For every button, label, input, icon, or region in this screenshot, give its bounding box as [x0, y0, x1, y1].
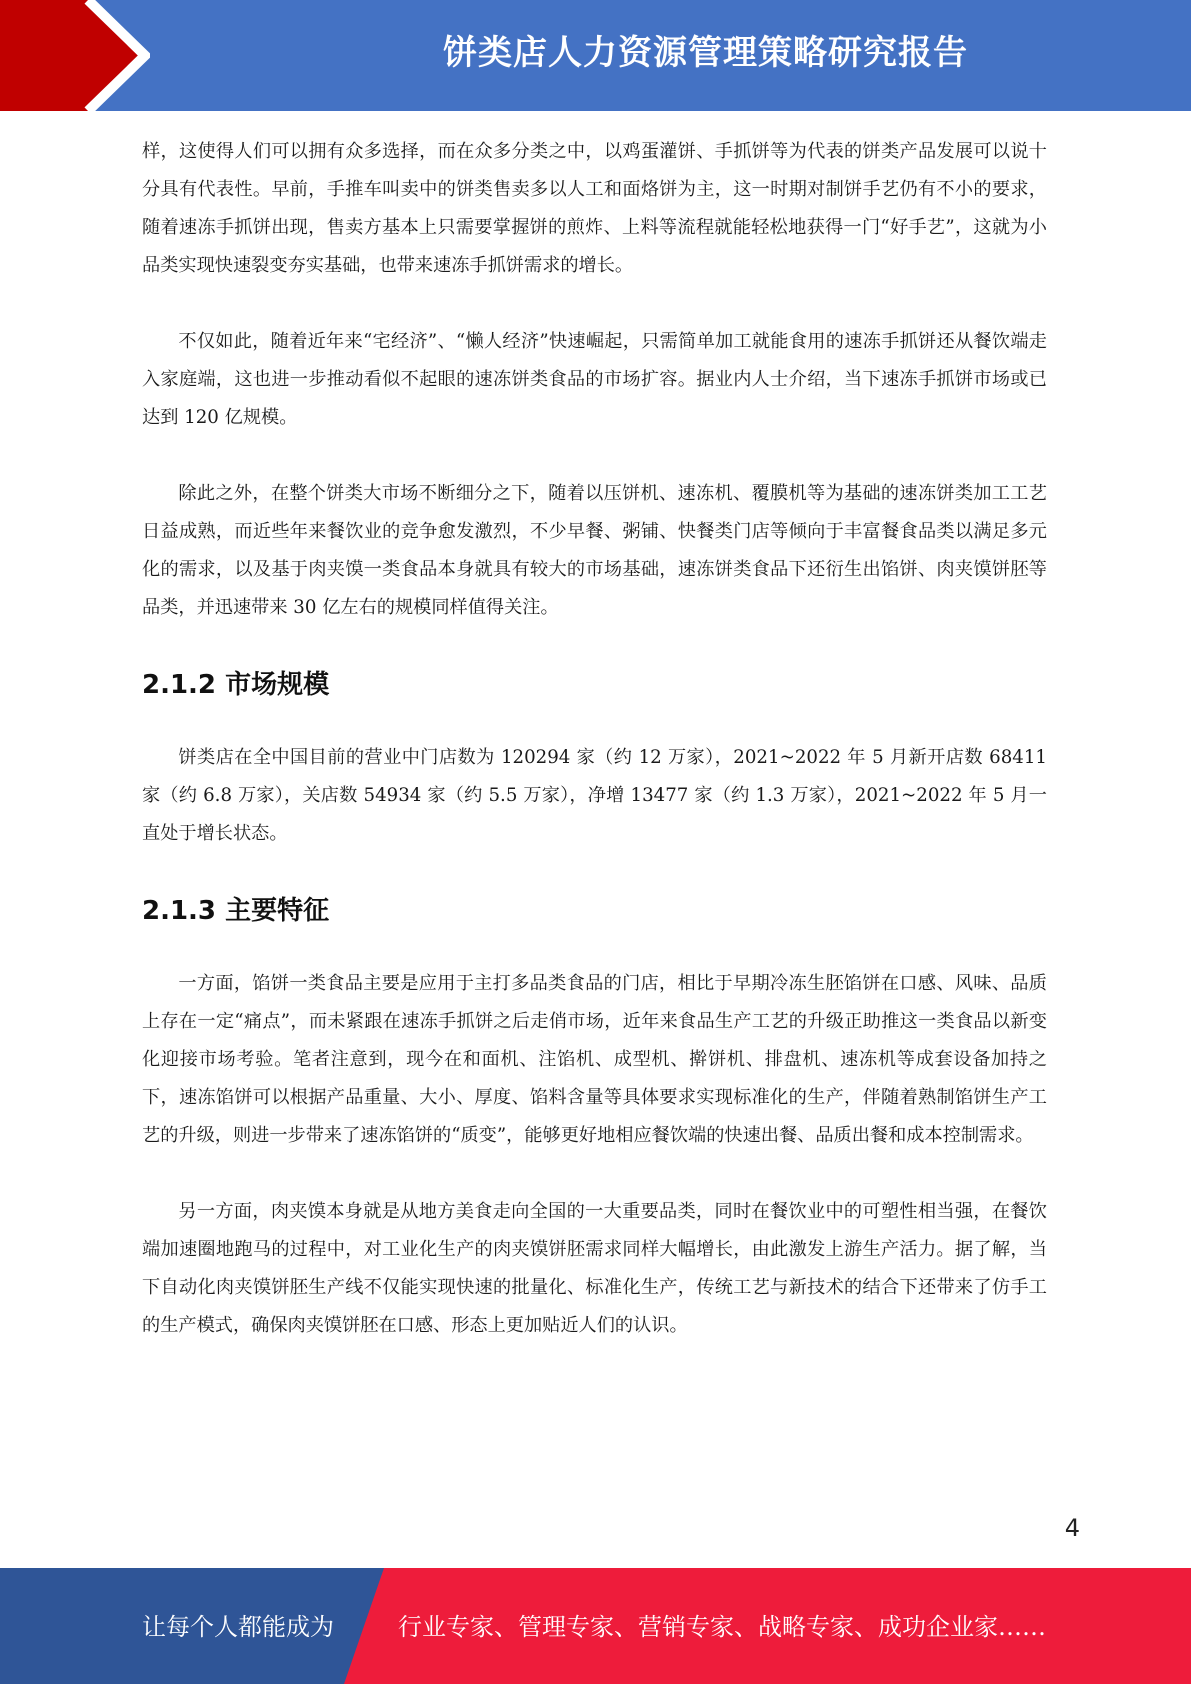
section-heading-market-scale: 2.1.2 市场规模: [142, 670, 330, 700]
footer-slogan-right: 行业专家、管理专家、营销专家、战略专家、成功企业家……: [398, 1613, 1046, 1641]
paragraph: 样，这使得人们可以拥有众多选择，而在众多分类之中，以鸡蛋灌饼、手抓饼等为代表的饼类产品发展可以说十分具有代表性。早前，手推车叫卖中的饼类售卖多以人工和面烙饼为主，这一时期对制饼手艺仍有不小的要求，随着速冻手抓饼出现，售卖方基本上只需要掌握饼的煎炸、上料等流程就能轻松地获得一门“好手艺”，这就为小品类实现快速裂变夯实基础，也带来速冻手抓饼需求的增长。: [142, 141, 1047, 276]
paragraph: 除此之外，在整个饼类大市场不断细分之下，随着以压饼机、速冻机、覆膜机等为基础的速冻饼类加工工艺日益成熟，而近些年来餐饮业的竞争愈发激烈，不少早餐、粥铺、快餐类门店等倾向于丰富餐食品类以满足多元化的需求，以及基于肉夹馍一类食品本身就具有较大的市场基础，速冻饼类食品下还衍生出馅饼、肉夹馍饼胚等品类，并迅速带来 30 亿左右的规模同样值得关注。: [142, 483, 1047, 618]
paragraph: 另一方面，肉夹馍本身就是从地方美食走向全国的一大重要品类，同时在餐饮业中的可塑性相当强，在餐饮端加速圈地跑马的过程中，对工业化生产的肉夹馍饼胚需求同样大幅增长，由此激发上游生产活力。据了解，当下自动化肉夹馍饼胚生产线不仅能实现快速的批量化、标准化生产，传统工艺与新技术的结合下还带来了仿手工的生产模式，确保肉夹馍饼胚在口感、形态上更加贴近人们的认识。: [142, 1201, 1047, 1336]
page-header: [0, 0, 1191, 111]
page-footer: [0, 1568, 1191, 1684]
paragraph: 饼类店在全中国目前的营业中门店数为 120294 家（约 12 万家），2021~2022 年 5 月新开店数 68411 家（约 6.8 万家），关店数 54934 家（约 5.5 万家），净增 13477 家（约 1.3 万家），2021~2022 年 5 月一直处于增长状态。: [142, 747, 1047, 844]
section-heading-main-features: 2.1.3 主要特征: [142, 896, 330, 926]
paragraph: 不仅如此，随着近年来“宅经济”、“懒人经济”快速崛起，只需简单加工就能食用的速冻手抓饼还从餐饮端走入家庭端，这也进一步推动看似不起眼的速冻饼类食品的市场扩容。据业内人士介绍，当下速冻手抓饼市场或已达到 120 亿规模。: [142, 331, 1047, 428]
paragraph: 一方面，馅饼一类食品主要是应用于主打多品类食品的门店，相比于早期冷冻生胚馅饼在口感、风味、品质上存在一定“痛点”，而未紧跟在速冻手抓饼之后走俏市场，近年来食品生产工艺的升级正助推这一类食品以新变化迎接市场考验。笔者注意到，现今在和面机、注馅机、成型机、擀饼机、排盘机、速冻机等成套设备加持之下，速冻馅饼可以根据产品重量、大小、厚度、馅料含量等具体要求实现标准化的生产，伴随着熟制馅饼生产工艺的升级，则进一步带来了速冻馅饼的“质变”，能够更好地相应餐饮端的快速出餐、品质出餐和成本控制需求。: [142, 973, 1047, 1146]
header-red-arrow-decoration: [0, 0, 150, 111]
document-title: 饼类店人力资源管理策略研究报告: [443, 33, 968, 73]
page-number: 4: [1064, 1514, 1080, 1542]
document-body: [142, 133, 1047, 1383]
footer-slogan-left: 让每个人都能成为: [142, 1613, 334, 1641]
